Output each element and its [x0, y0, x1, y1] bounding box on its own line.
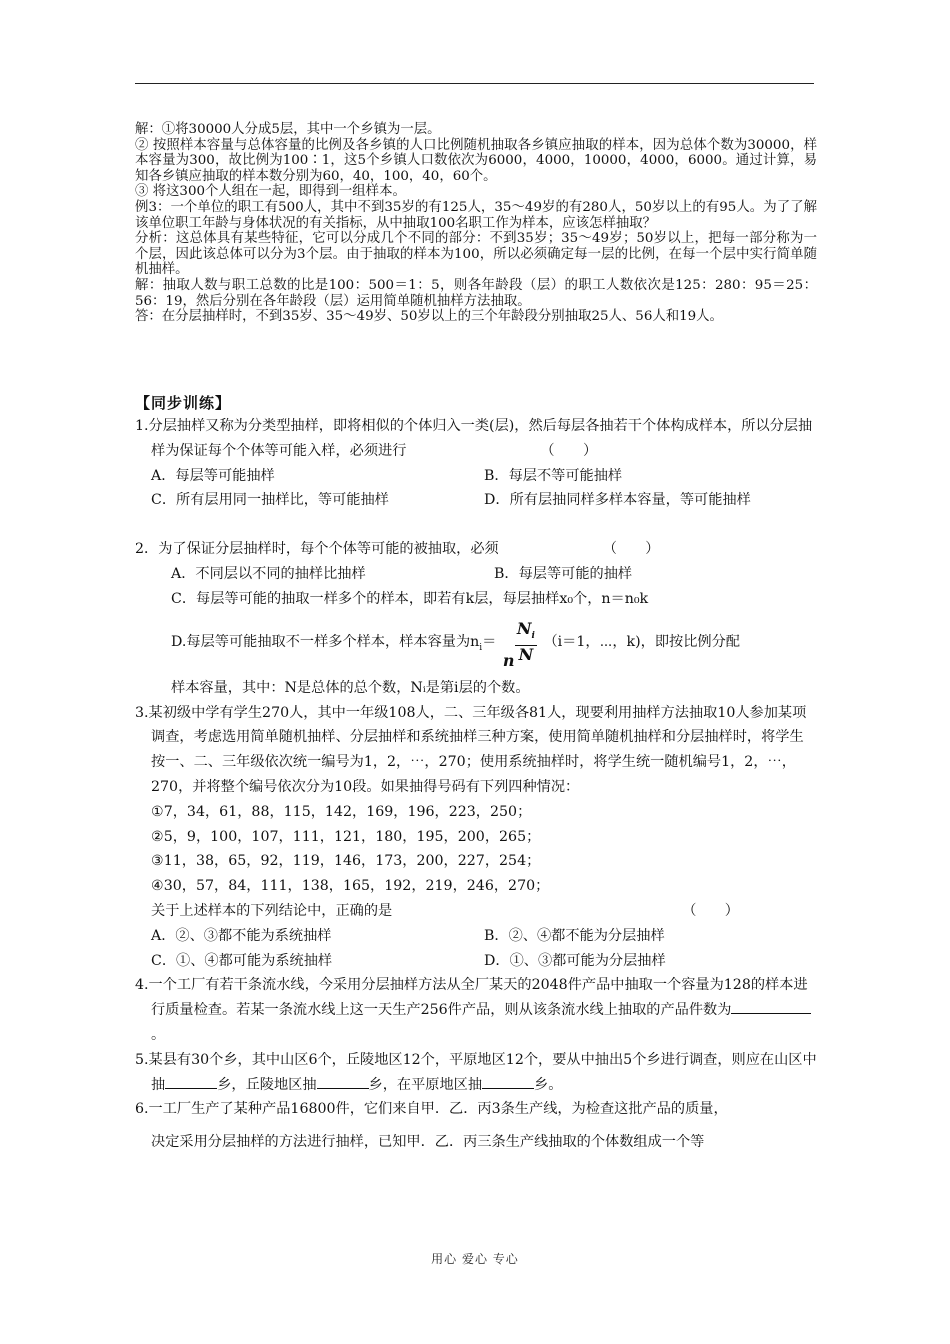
question-2-paren: （ ） [602, 541, 660, 558]
q3-case-3: ③11，38，65，92，119，146，173，200，227，254； [151, 853, 541, 870]
question-1-stem: 1.分层抽样又称为分类型抽样，即将相似的个体归入一类(层)，然后每层各抽若干个体构成样本，所以分层抽样为保证每个个体等可能入样，必须进行 [135, 418, 813, 459]
solution-step-3: ③ 将这300个人组在一起，即得到一组样本。 [135, 184, 406, 200]
q2-option-d-post: （i＝1，⋯，k)，即按比例分配 [543, 633, 740, 650]
q4-answer-blank [731, 999, 811, 1014]
q2-option-d-continued: 样本容量，其中：N是总体的总个数，Nᵢ是第i层的个数。 [171, 679, 530, 696]
question-3-paren: （ ） [682, 902, 739, 919]
q3-case-4: ④30，57，84，111，138，165，192，219，246，270； [151, 878, 550, 895]
question-2-stem: 2．为了保证分层抽样时，每个个体等可能的被抽取，必须 [135, 541, 499, 558]
question-5-stem: 5.某县有30个乡，其中山区6个，丘陵地区12个，平原地区12个，要从中抽出5个乡进行调查，则应在山区中抽 [135, 1051, 817, 1093]
example-3-analysis: 分析：这总体具有某些特征，它可以分成几个不同的部分：不到35岁；35～49岁；50岁以上，把每一部分称为一个层，因此该总体可以分为3个层。由于抽取的样本为100，所以必须确定每一层的比例，在每一个层中实行简单随机抽样。 [135, 231, 817, 278]
question-6-line-1: 6.一工厂生产了某种产品16800件，它们来自甲．乙．丙3条生产线，为检查这批产品的质量， [135, 1101, 728, 1118]
q3-ask [135, 899, 817, 924]
fraction-n: n [502, 650, 515, 670]
q2-option-a: A．不同层以不同的抽样比抽样 [171, 565, 366, 582]
question-4-end: 。 [151, 1026, 166, 1043]
question-5-mid1: 乡，丘陵地区抽 [217, 1076, 317, 1093]
q3-option-b: B．②、④都不能为分层抽样 [484, 927, 665, 944]
q2-option-d-sub: i [479, 642, 483, 653]
header-rule [135, 83, 814, 84]
q5-blank-mountain [165, 1074, 217, 1089]
exercises [135, 414, 817, 1155]
question-3: 3.某初级中学有学生270人，其中一年级108人，二、三年级各81人，现要利用抽样方法抽取10人参加某项调查，考虑选用简单随机抽样、分层抽样和系统抽样三种方案，使用简单随机抽样和分层抽样时，将学生按一、二、三年级依次统一编号为1，2，⋯，270；使用系统抽样时，将学生统一随机编号1，2，⋯，270，并将整个编号依次分为10段。如果抽得号码有下列四种情况： [135, 704, 807, 795]
example-3-solution: 解：抽取人数与职工总数的比是100：500＝1：5，则各年龄段（层）的职工人数依次是125：280：95＝25：56：19，然后分别在各年龄段（层）运用简单随机抽样方法抽取。 [135, 277, 817, 309]
question-5-end: 乡。 [534, 1076, 563, 1093]
question-1-options-2 [135, 488, 817, 513]
question-2-options [135, 562, 817, 587]
section-title: 【同步训练】 [135, 394, 232, 412]
q1-option-a: A．每层等可能抽样 [151, 467, 275, 484]
question-1-options [135, 464, 817, 489]
question-4-stem: 4.一个工厂有若干条流水线，今采用分层抽样方法从全厂某天的2048件产品中抽取一个容量为128的样本进行质量检查。若某一条流水线上这一天生产256件产品，则从该条流水线上抽取的产品件数为 [135, 977, 808, 1019]
question-5-mid2: 乡，在平原地区抽 [368, 1076, 483, 1093]
q3-option-c: C．①、④都可能为系统抽样 [151, 952, 333, 969]
q2-option-c: C．每层等可能的抽取一样多个的样本，即若有k层，每层抽样x₀个，n＝n₀k [171, 590, 649, 607]
solution-block [135, 122, 817, 325]
q3-option-d: D．①、③都可能为分层抽样 [484, 952, 666, 969]
q2-option-b: B．每层等可能的抽样 [494, 565, 633, 582]
q3-case-1: ①7，34，61，88，115，142，169，196，223，250； [151, 803, 532, 820]
q2-option-d-eq: ＝ [482, 633, 497, 650]
q1-option-c: C．所有层用同一抽样比，等可能抽样 [151, 492, 389, 509]
q1-option-b: B．每层不等可能抽样 [484, 467, 623, 484]
question-3-options [135, 924, 817, 949]
fraction-denominator: N [518, 644, 534, 664]
q2-option-d-pre: D.每层等可能抽取不一样多个样本，样本容量为n [171, 633, 480, 650]
question-1-paren: （ ） [540, 442, 598, 459]
question-1 [135, 414, 817, 464]
example-3-answer: 答：在分层抽样时，不到35岁、35～49岁、50岁以上的三个年龄段分别抽取25人、56人和19人。 [135, 309, 723, 325]
q5-blank-hills [317, 1074, 369, 1089]
question-6-line-2: 决定采用分层抽样的方法进行抽样，已知甲．乙．丙三条生产线抽取的个体数组成一个等 [151, 1134, 705, 1151]
question-2 [135, 537, 817, 562]
solution-step-1: 解：①将30000人分成5层，其中一个乡镇为一层。 [135, 122, 441, 137]
q2-option-d [135, 618, 817, 670]
fraction-numerator: $N_i$ [515, 620, 537, 646]
q3-case-2: ②5，9，100，107，111，121，180，195，200，265； [151, 828, 541, 845]
q5-blank-plains [482, 1074, 534, 1089]
q1-option-d: D．所有层抽同样多样本容量，等可能抽样 [484, 492, 751, 509]
q3-option-a: A．②、③都不能为系统抽样 [151, 927, 332, 944]
example-3: 例3：一个单位的职工有500人，其中不到35岁的有125人，35～49岁的有280人，50岁以上的有95人。为了了解该单位职工年龄与身体状况的有关指标，从中抽取100名职工作为样本，应该怎样抽取？ [135, 199, 817, 231]
solution-step-2: ② 按照样本容量与总体容量的比例及各乡镇的人口比例随机抽取各乡镇应抽取的样本，因为总体个数为30000，样本容量为300，故比例为100∶1，这5个乡镇人口数依次为6000，4000，10000，4000，6000。通过计算，易知各乡镇应抽取的样本数分别为60，40，100，40，60个。 [135, 137, 817, 184]
question-5 [135, 1048, 817, 1098]
page-footer: 用心 爱心 专心 [431, 1252, 519, 1266]
question-4 [135, 973, 817, 1047]
q3-ask-text: 关于上述样本的下列结论中，正确的是 [151, 902, 393, 919]
proportion-fraction [502, 618, 537, 670]
question-3-options-2 [135, 949, 817, 974]
